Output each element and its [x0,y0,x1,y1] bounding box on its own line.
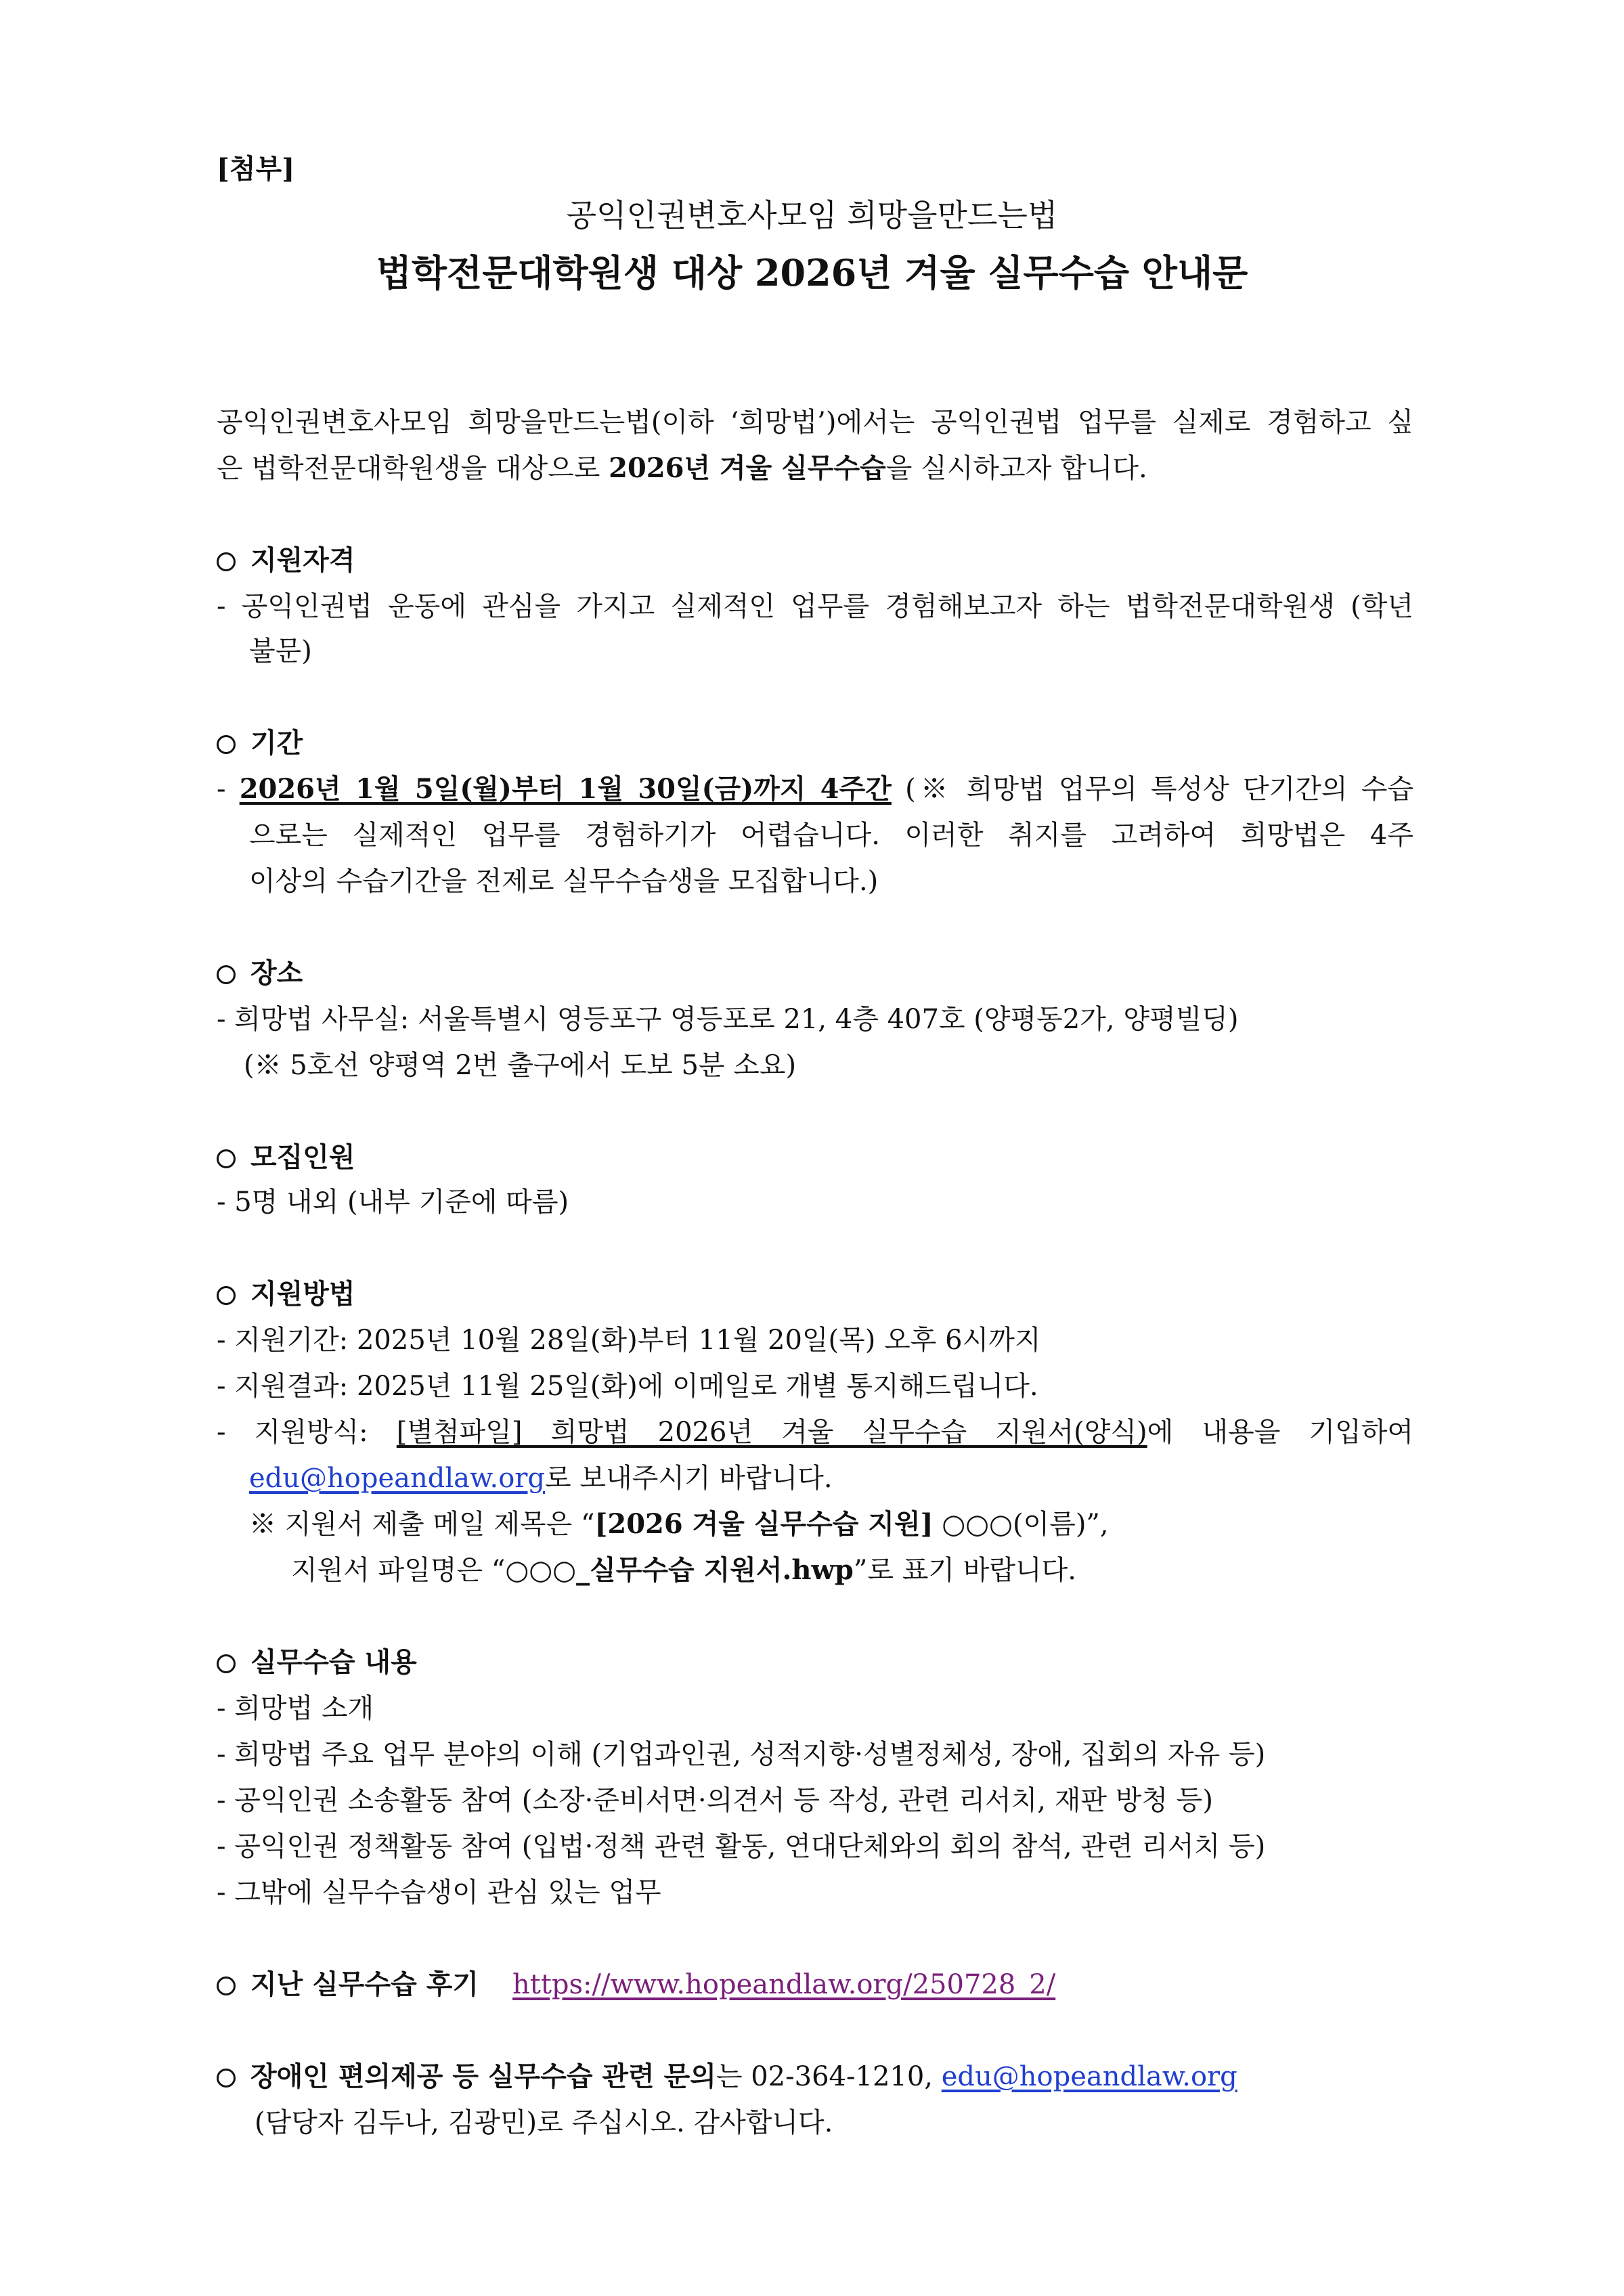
bullet-circle-icon [217,735,236,754]
section-heading-label: 기간 [250,727,303,759]
apply-result-line: - 지원결과: 2025년 11월 25일(화)에 이메일로 개별 통지해드립니다. [217,1371,1038,1402]
apply-email-line [249,1459,833,1497]
section-apply-heading [217,1275,355,1313]
bullet-circle-icon [217,1654,236,1673]
apply-note-1 [249,1505,1109,1543]
section-contact-heading [217,2058,1237,2096]
note-text-end: ○○○(이름)”, [933,1509,1109,1540]
location-line-1: - 희망법 사무실: 서울특별시 영등포구 영등포로 21, 4층 407호 (양평동2가, 양평빌딩) [217,1004,1239,1035]
section-eligibility-heading [217,542,355,579]
section-heading-label: 장소 [250,957,303,989]
apply-method-text: 에 내용을 기입하여 [1147,1417,1413,1448]
dash: - [217,774,240,805]
bullet-circle-icon [217,1286,236,1305]
content-item: - 그밖에 실무수습생이 관심 있는 업무 [217,1877,661,1908]
section-heading-label: 지원자격 [250,544,355,576]
mail-subject-format: [2026 겨울 실무수습 지원] [594,1508,934,1540]
content-item: - 공익인권 정책활동 참여 (입법·정책 관련 활동, 연대단체와의 회의 참석, 관련 리서치 등) [217,1831,1266,1862]
contact-line-2: (담당자 김두나, 김광민)로 주십시오. 감사합니다. [255,2107,833,2138]
period-line-2: 으로는 실제적인 업무를 경험하기가 어렵습니다. 이러한 취지를 고려하여 희망법은 4주 [249,820,1413,851]
apply-method-label: - 지원방식: [217,1417,397,1448]
bullet-circle-icon [217,552,236,571]
intro-line-2 [217,449,1147,487]
section-review-heading [217,1966,1055,2004]
contact-phone: 는 02-364-1210, [716,2061,942,2092]
apply-period-line: - 지원기간: 2025년 10월 28일(화)부터 11월 20일(목) 오후 6시까지 [217,1325,1041,1356]
section-heading-label: 지원방법 [250,1278,355,1310]
section-location-heading [217,954,303,992]
period-line-3: 이상의 수습기간을 전제로 실무수습생을 모집합니다.) [249,866,879,897]
section-heading-label: 실무수습 내용 [250,1646,417,1678]
section-content-heading [217,1643,417,1681]
period-note: (※ 희망법 업무의 특성상 단기간의 수습 [891,774,1413,805]
eligibility-line-1: - 공익인권법 운동에 관심을 가지고 실제적인 업무를 경험해보고자 하는 법학전문대학원생 (학년 [217,591,1413,622]
org-title: 공익인권변호사모임 희망을만드는법 [566,197,1058,234]
section-heading-label: 모집인원 [250,1141,355,1173]
apply-method-line [217,1413,1413,1451]
bullet-circle-icon [217,1149,236,1168]
main-title: 법학전문대학원생 대상 2026년 겨울 실무수습 안내문 [376,251,1248,294]
bullet-circle-icon [217,965,236,984]
review-link[interactable]: https://www.hopeandlaw.org/250728_2/ [512,1969,1056,2000]
content-item: - 희망법 주요 업무 분야의 이해 (기업과인권, 성적지향·성별정체성, 장애, 집회의 자유 등) [217,1739,1266,1770]
period-dates: 2026년 1월 5일(월)부터 1월 30일(금)까지 4주간 [239,773,892,805]
apply-email-link[interactable]: edu@hopeandlaw.org [249,1463,546,1494]
apply-email-text: 로 보내주시기 바랍니다. [545,1463,833,1494]
file-name-format: _실무수습 지원서.hwp [576,1554,854,1586]
section-period-heading [217,724,303,762]
note-text: 지원서 파일명은 “○○○ [291,1555,577,1586]
intro-text-end: 을 실시하고자 합니다. [885,453,1147,484]
intro-emphasis: 2026년 겨울 실무수습 [609,452,886,484]
contact-email-link[interactable]: edu@hopeandlaw.org [941,2061,1237,2092]
apply-note-2 [291,1551,1076,1589]
eligibility-line-2: 불문) [249,636,312,667]
bullet-circle-icon [217,2069,236,2088]
intro-text: 은 법학전문대학원생을 대상으로 [217,453,609,484]
section-heading-label: 지난 실무수습 후기 [250,1968,479,2000]
content-item: - 희망법 소개 [217,1693,374,1724]
recruit-line-1: - 5명 내외 (내부 기준에 따름) [217,1187,569,1218]
section-recruit-heading [217,1139,355,1176]
location-line-2: (※ 5호선 양평역 2번 출구에서 도보 5분 소요) [244,1050,797,1081]
attachment-form-link[interactable]: [별첨파일] 희망법 2026년 겨울 실무수습 지원서(양식) [396,1417,1147,1448]
period-line-1 [217,770,1413,808]
note-text: ※ 지원서 제출 메일 제목은 “ [249,1509,595,1540]
bullet-circle-icon [217,1977,236,1995]
intro-line-1: 공익인권변호사모임 희망을만드는법(이하 ‘희망법’)에서는 공익인권법 업무를 실제로 경험하고 싶 [217,407,1413,438]
section-heading-label: 장애인 편의제공 등 실무수습 관련 문의 [250,2060,716,2092]
attachment-label: [첨부] [217,153,295,185]
note-text-end: ”로 표기 바랍니다. [853,1555,1076,1586]
content-item: - 공익인권 소송활동 참여 (소장·준비서면·의견서 등 작성, 관련 리서치, 재판 방청 등) [217,1785,1213,1816]
